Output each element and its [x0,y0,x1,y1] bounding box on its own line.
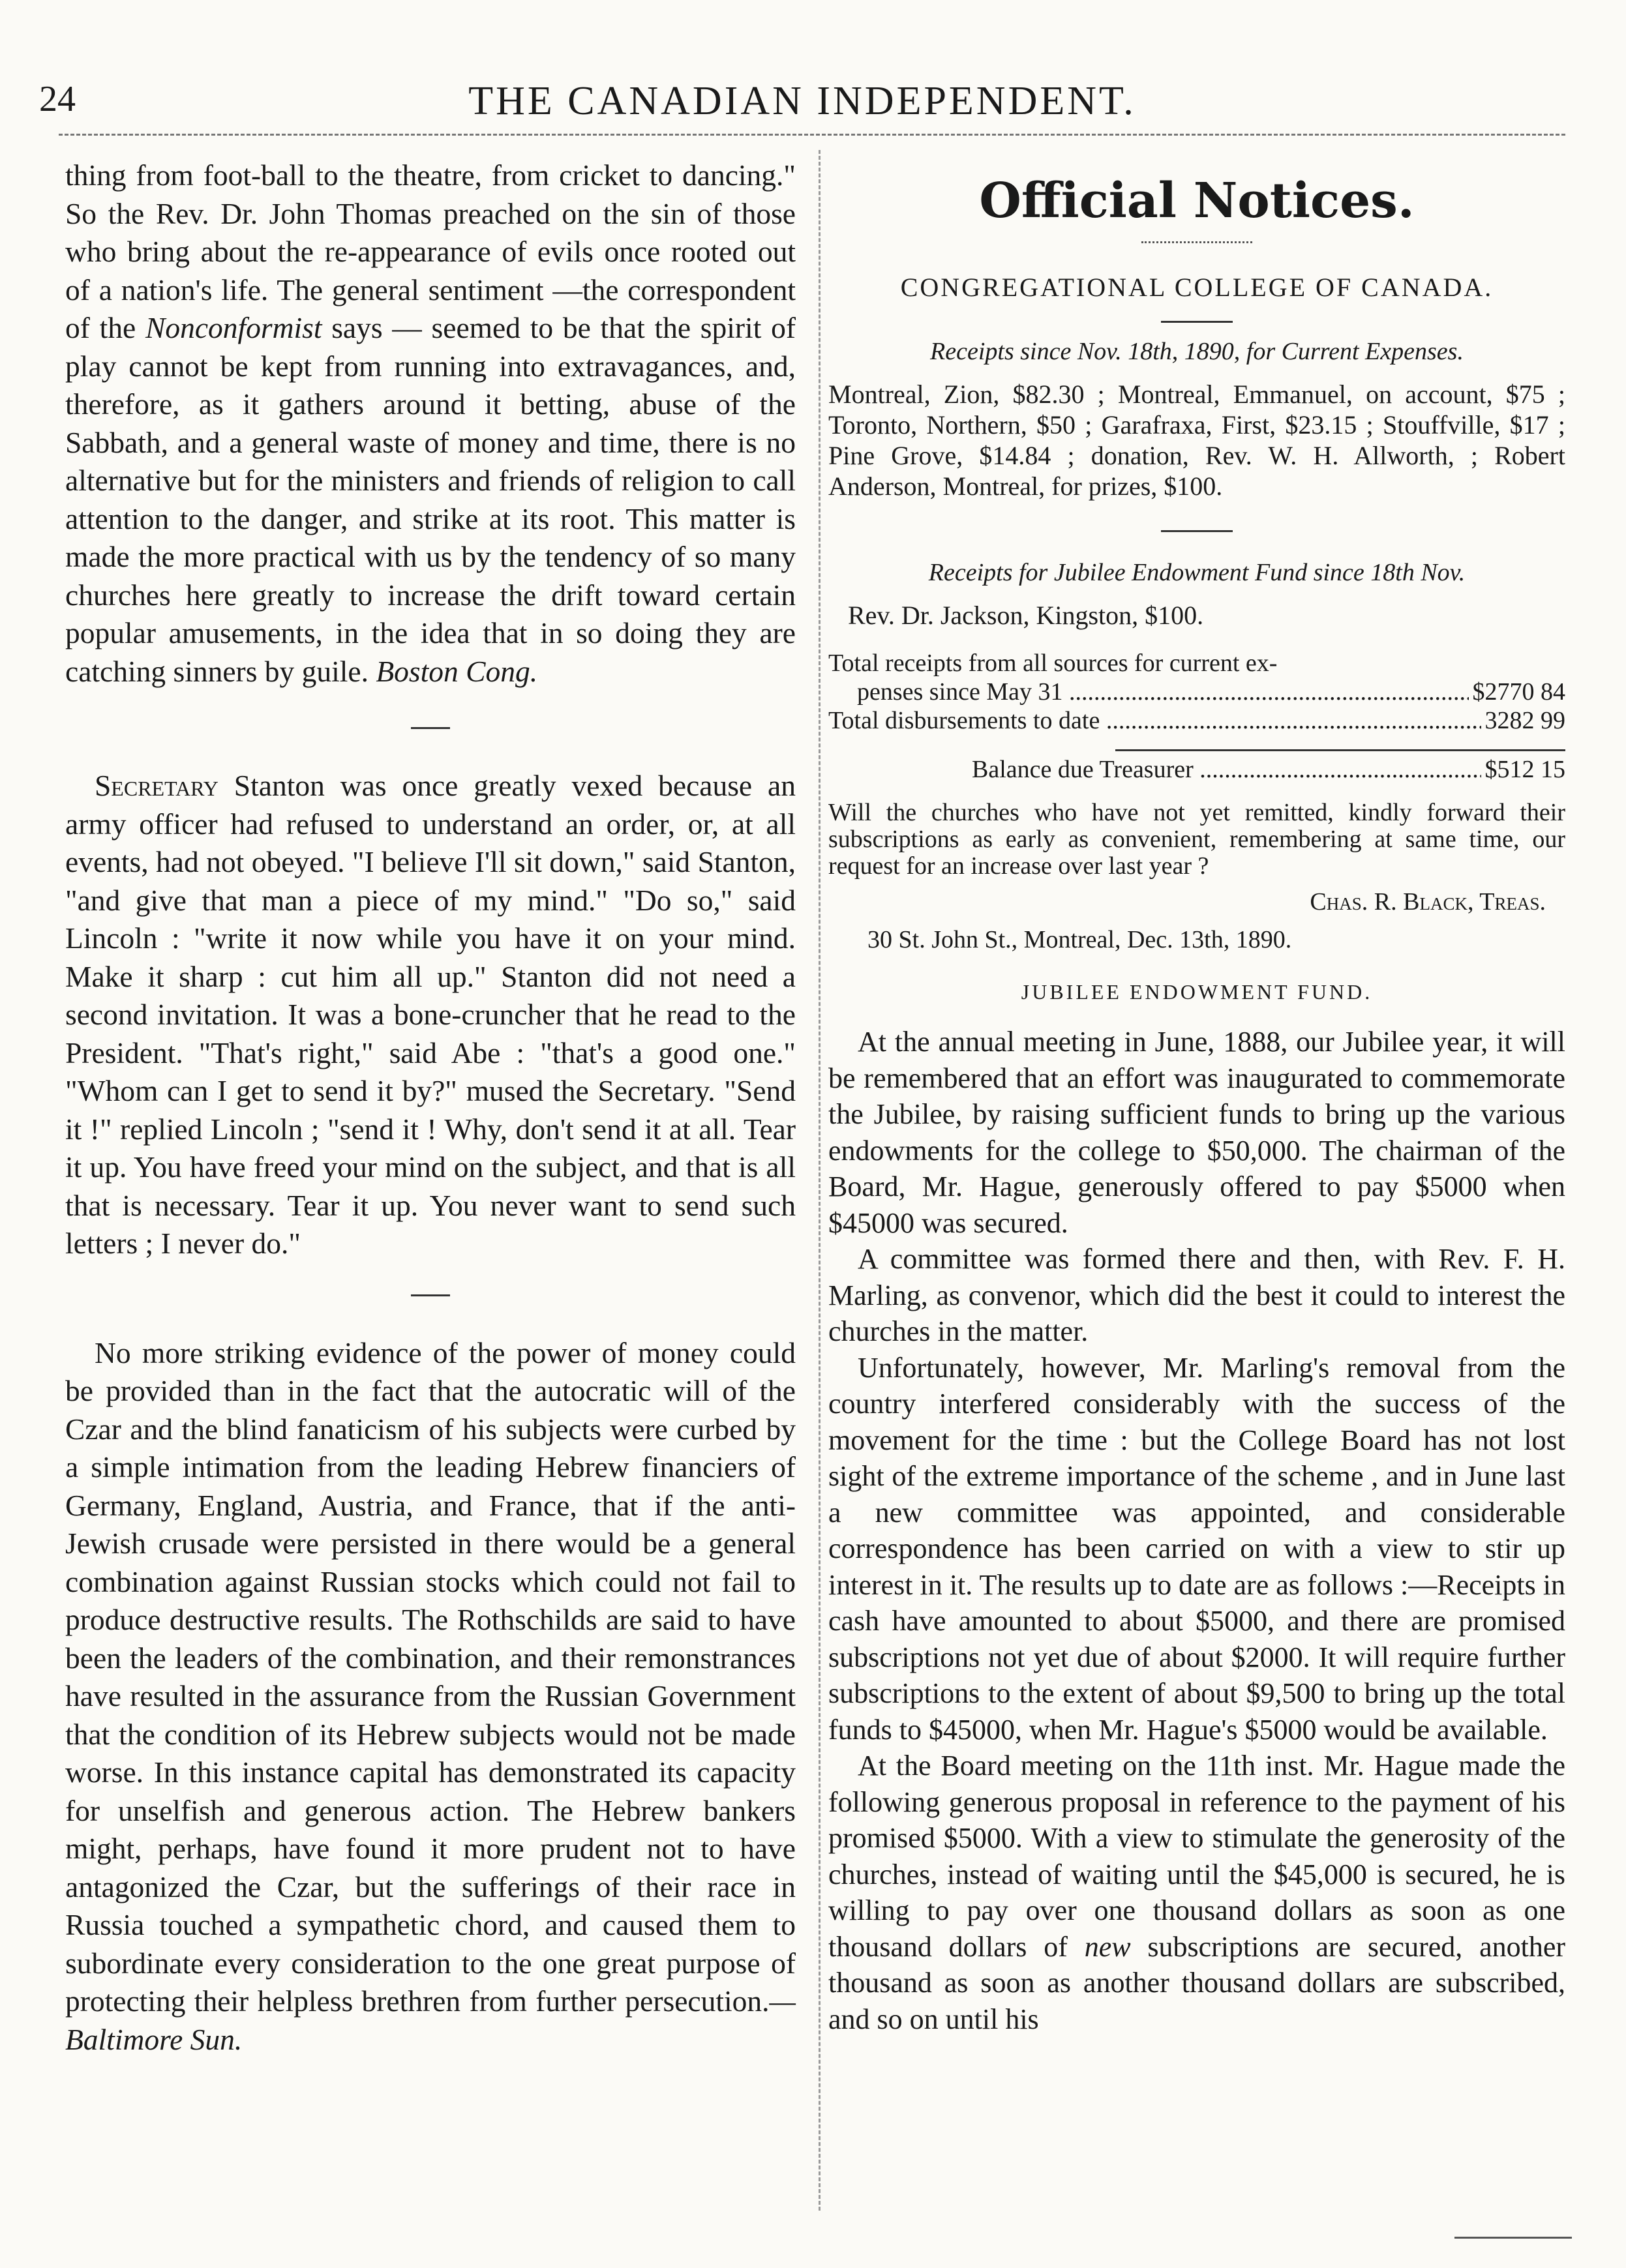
heading-ornament [1141,241,1252,243]
official-notices-heading: Official Notices. [979,173,1415,229]
fund-paragraph: At the annual meeting in June, 1888, our Jubilee year, it will be remembered that an effort was inaugurated to commemorate the Jubilee, by raising sufficient funds to bring up the various endowments for the college to $50,000. The chairman of the Board, Mr. Hague, generously offered to pay $5000 when $45000 was secured. [828,1026,1565,1239]
column-divider [819,150,821,2211]
fund-paragraph: A committee was formed there and then, with Rev. F. H. Marling, as convenor, which did the best it could to interest the churches in the matter. [828,1243,1565,1347]
total-receipts-amount: $2770 84 [1472,678,1565,706]
receipts-current-title: Receipts since Nov. 18th, 1890, for Current Expenses. [930,338,1464,365]
total-disbursements-amount: 3282 99 [1484,707,1565,734]
section-separator [1161,530,1233,532]
receipts-jubilee-list: Rev. Dr. Jackson, Kingston, $100. [848,601,1204,630]
receipts-jubilee-title: Receipts for Jubilee Endowment Fund since 18th Nov. [928,559,1466,586]
header-rule [59,134,1565,136]
page-number: 24 [39,79,76,119]
emphasis-word: new [1084,1930,1131,1963]
jubilee-fund-heading: JUBILEE ENDOWMENT FUND. [1021,980,1373,1004]
fund-paragraph: Unfortunately, however, Mr. Marling's removal from the country interfered considerably with the success of the movement for the time : but the College Board has not lost sight of the extreme importance of the scheme , and in June last a new committee was appointed, and considerable correspondence has been carried on with a view to stir up interest in it. The results up to date are as follows :—Receipts in cash have amounted to about $5000, and there are promised subscriptions not yet due of about $2000. It will require further subscriptions to the extent of about $9,500 to bring up the total funds to $45000, when Mr. Hague's $5000 would be available. [828,1351,1565,1746]
left-column [65,157,796,2059]
article-stanton-lincoln: Secretary Stanton was once greatly vexed because an army officer had refused to understand an order, or, at all events, had not obeyed. "I believe I'll sit down," said Stanton, "and give that man a piece of my mind." "Do so," said Lincoln : "write it now while you have it on your mind. Make it sharp : cut him all up." Stanton did not need a second invitation. It was a bone-cruncher that he read to the President. "That's right," said Abe : "that's a good one." "Whom can I get to send it by?" mused the Secretary. "Send it !" replied Lincoln ; "send it ! Why, don't send it at all. Tear it up. You have freed your mind on the subject, and that is all that is necessary. Tear it up. You never want to send such letters ; I never do." [65,769,796,1260]
article-separator [411,1294,450,1296]
lead-word: Secretary [95,769,218,802]
accounts-summary [828,649,1565,784]
article-sports-amusements: thing from foot-ball to the theatre, from cricket to dancing." So the Rev. Dr. John Thomas preached on the sin of those who bring about the re-appearance of evils once rooted out of a nation's life. The general sentiment —the correspondent of the Nonconformist says — seemed to be that the spirit of play cannot be kept from running into extravagances, and, therefore, as it gathers around it betting, abuse of the Sabbath, and a general waste of money and time, there is no alternative but for the ministers and friends of religion to call attention to the danger, and strike at its root. This matter is made the more practical with us by the tendency of so many churches here greatly to increase the drift toward certain popular amusements, in the idea that in so doing they are catching sinners by guile. Boston Cong. [65,158,796,688]
journal-title: THE CANADIAN INDEPENDENT. [468,79,1136,123]
remittance-appeal: Will the churches who have not yet remitted, kindly forward their subscriptions as early as convenient, remembering at same time, our request for an increase over last year ? [828,799,1565,880]
article-source: Boston Cong. [376,654,538,688]
article-power-of-money: No more striking evidence of the power of money could be provided than in the fact that the autocratic will of the Czar and the blind fanaticism of his subjects were curbed by a simple intimation from the leading Hebrew financiers of Germany, England, Austria, and France, that if the anti-Jewish crusade were persisted in there would be a general combination against Russian stocks which could not fail to produce destructive results. The Rothschilds are said to have been the leaders of the combination, and their remonstrances have resulted in the assurance from the Russian Government that the condition of its Hebrew subjects would not be made worse. In this instance capital has demonstrated its capacity for unselfish and generous action. The Hebrew bankers might, perhaps, have found it more prudent not to have antagonized the Czar, but the sufferings of their race in Russia touched a sympathetic chord, and caused them to subordinate every consideration to the one great purpose of protecting their helpless brethren from further persecution.—Baltimore Sun. [65,1335,796,2056]
total-receipts-row [828,678,1565,706]
total-receipts-label-line1: Total receipts from all sources for current ex- [828,649,1278,677]
fund-paragraph: At the Board meeting on the 11th inst. Mr. Hague made the following generous proposal in reference to the payment of his promised $5000. With a view to stimulate the generosity of the churches, instead of waiting until the $45,000 is secured, he is willing to pay over one thousand dollars as soon as one thousand dollars of new subscriptions are secured, another thousand as soon as another thousand dollars are subscribed, and so on until his [828,1750,1565,2035]
treasurer-address: 30 St. John St., Montreal, Dec. 13th, 1890. [867,926,1292,953]
balance-label: Balance due Treasurer ..... [972,755,1481,784]
article-source: —Baltimore Sun. [65,1984,796,2056]
section-separator [1161,321,1233,323]
publication-name: Nonconformist [145,311,322,344]
college-heading: CONGREGATIONAL COLLEGE OF CANADA. [900,273,1494,302]
total-disbursements-row [828,706,1565,735]
article-separator [411,727,450,729]
treasurer-signature: Chas. R. Black, Treas. [1310,888,1546,916]
right-column [828,157,1565,2037]
total-disbursements-label: Total disbursements to date ..... [828,706,1481,735]
balance-rule [1115,749,1565,751]
balance-row [828,755,1565,784]
balance-amount: $512 15 [1484,756,1565,783]
page-header [39,78,1565,137]
total-receipts-label-line2: penses since May 31 ..... [857,678,1469,706]
receipts-current-list: Montreal, Zion, $82.30 ; Montreal, Emmanuel, on account, $75 ; Toronto, Northern, $50 ; Garafraxa, First, $23.15 ; Stouffville, $17 ; Pine Grove, $14.84 ; donation, Rev. W. H. Allworth, ; Robert Anderson, Montreal, for prizes, $100. [828,380,1565,501]
page-end-rule [1454,2237,1572,2239]
